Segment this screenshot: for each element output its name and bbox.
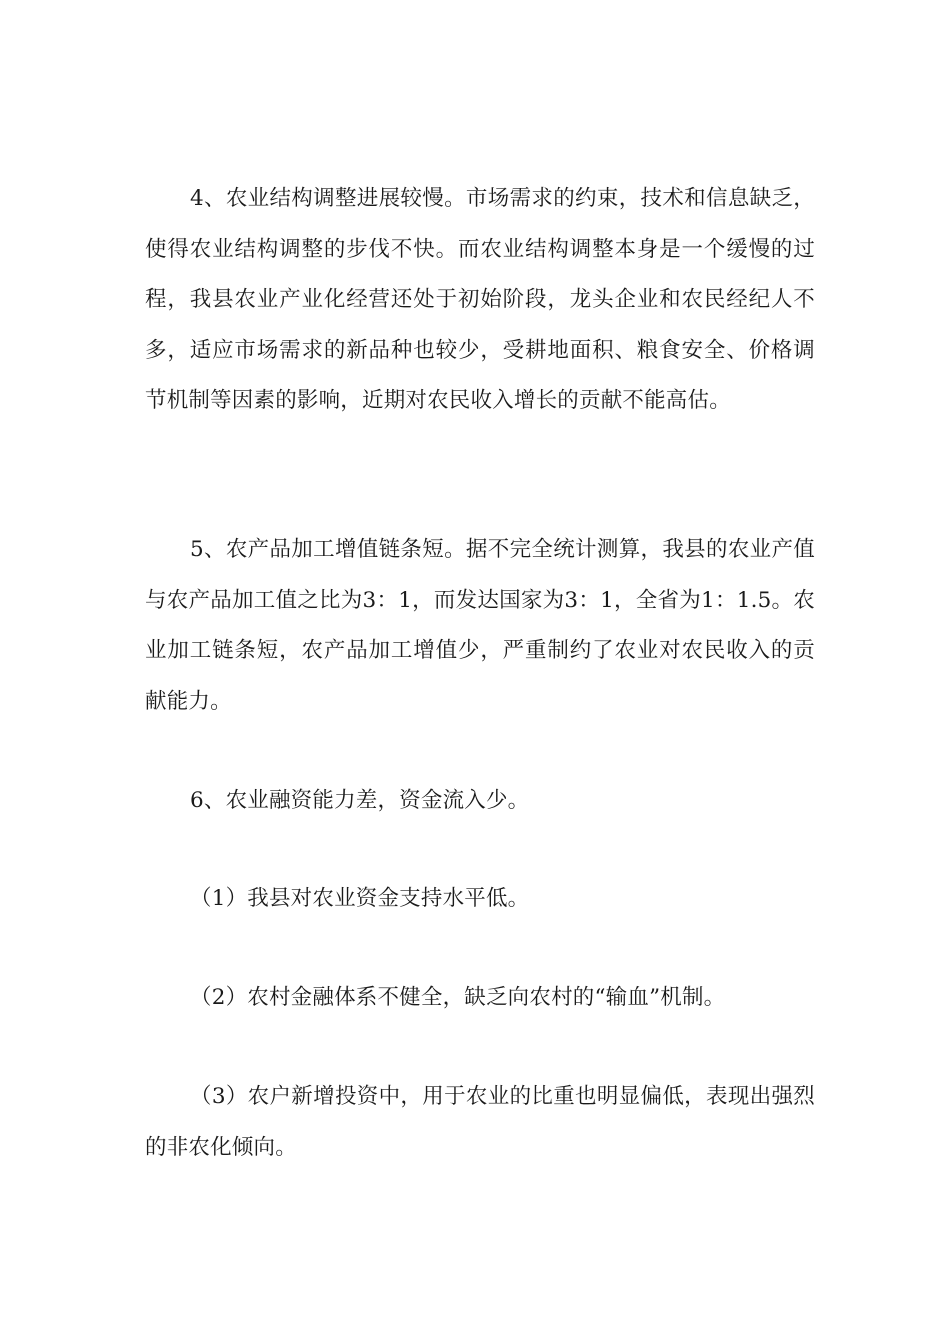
subpoint-rural-finance: （2）农村金融体系不健全，缺乏向农村的“输血”机制。 <box>190 985 726 1010</box>
subpoint-household-investment: （3）农户新增投资中，用于农业的比重也明显偏低，表现出强烈的非农化倾向。 <box>145 1084 815 1160</box>
paragraph-financing-heading: 6、农业融资能力差，资金流入少。 <box>190 788 530 813</box>
paragraph-processing-chain: 5、农产品加工增值链条短。据不完全统计测算，我县的农业产值与农产品加工值之比为3：1，而发达国家为3：1，全省为1：1.5。农业加工链条短，农产品加工增值少，严重制约了农业对农民收入的贡献能力。 <box>145 537 815 714</box>
paragraph-agricultural-structure: 4、农业结构调整进展较慢。市场需求的约束，技术和信息缺乏，使得农业结构调整的步伐不快。而农业结构调整本身是一个缓慢的过程，我县农业产业化经营还处于初始阶段，龙头企业和农民经纪人不多，适应市场需求的新品种也较少，受耕地面积、粮食安全、价格调节机制等因素的影响，近期对农民收入增长的贡献不能高估。 <box>145 186 815 413</box>
subpoint-funding-support: （1）我县对农业资金支持水平低。 <box>190 886 530 911</box>
